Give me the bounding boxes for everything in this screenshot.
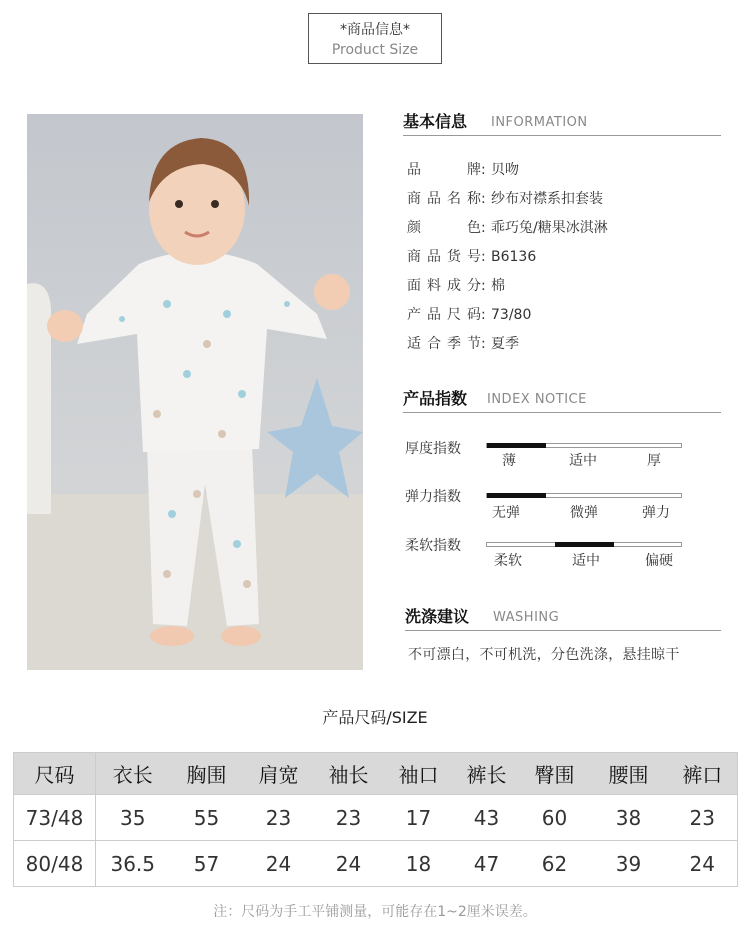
section-title-box	[308, 13, 442, 64]
info-row-color	[407, 219, 608, 237]
elasticity-bar	[486, 493, 682, 498]
table-cell: 62	[520, 841, 590, 887]
elasticity-level-fill	[487, 493, 546, 498]
info-value: 夏季	[491, 336, 519, 352]
thickness-level-fill	[487, 443, 546, 448]
info-row-sku	[407, 248, 536, 266]
product-photo	[27, 114, 363, 670]
info-colon: :	[481, 220, 486, 236]
table-cell: 18	[384, 841, 454, 887]
header-cell: 袖长	[314, 753, 384, 795]
thickness-tick-2: 适中	[569, 453, 597, 469]
table-cell: 23	[244, 795, 314, 841]
info-colon: :	[481, 162, 486, 178]
info-value: 棉	[491, 278, 505, 294]
table-cell: 36.5	[96, 841, 170, 887]
info-row-material	[407, 277, 505, 295]
table-cell: 23	[668, 795, 738, 841]
info-value: B6136	[491, 249, 537, 265]
section-title-en: Product Size	[331, 42, 419, 58]
info-label: 适合季节	[407, 336, 481, 352]
measurement-note: 注：尺码为手工平铺测量，可能存在1~2厘米误差。	[213, 904, 537, 920]
index-heading	[403, 389, 721, 413]
table-cell: 24	[244, 841, 314, 887]
info-colon: :	[481, 307, 486, 323]
info-colon: :	[481, 191, 486, 207]
header-cell: 肩宽	[244, 753, 314, 795]
header-cell: 裤口	[668, 753, 738, 795]
softness-tick-3: 偏硬	[645, 553, 673, 569]
basic-info-title: 基本信息	[403, 112, 468, 131]
info-row-season	[407, 335, 519, 353]
thickness-label: 厚度指数	[405, 441, 461, 457]
table-cell: 24	[314, 841, 384, 887]
washing-heading	[405, 607, 721, 631]
info-label: 品牌	[407, 162, 481, 178]
softness-bar	[486, 542, 682, 547]
table-cell: 17	[384, 795, 454, 841]
info-label: 产品尺码	[407, 307, 481, 323]
header-cell: 臀围	[520, 753, 590, 795]
info-label: 颜色	[407, 220, 481, 236]
elasticity-label: 弹力指数	[405, 489, 461, 505]
table-cell: 38	[590, 795, 668, 841]
info-value: 73/80	[491, 307, 532, 323]
elasticity-tick-1: 无弹	[492, 505, 520, 521]
info-label: 商品货号	[407, 249, 481, 265]
basic-info-divider	[403, 135, 721, 136]
table-row	[14, 841, 738, 887]
header-cell: 尺码	[14, 753, 96, 795]
table-cell: 47	[454, 841, 520, 887]
index-title: 产品指数	[403, 389, 468, 408]
washing-title: 洗涤建议	[405, 607, 470, 626]
info-label: 面料成分	[407, 278, 481, 294]
table-cell: 60	[520, 795, 590, 841]
elasticity-tick-2: 微弹	[570, 505, 598, 521]
elasticity-tick-3: 弹力	[642, 505, 670, 521]
table-row	[14, 795, 738, 841]
washing-subtitle: WASHING	[493, 610, 560, 625]
info-row-brand	[407, 161, 519, 179]
washing-instructions: 不可漂白，不可机洗，分色洗涤，悬挂晾干	[408, 647, 680, 663]
table-cell: 57	[170, 841, 244, 887]
index-divider	[403, 412, 721, 413]
softness-tick-2: 适中	[572, 553, 600, 569]
table-cell: 23	[314, 795, 384, 841]
section-title-cn: *商品信息*	[340, 22, 410, 38]
header-cell: 袖口	[384, 753, 454, 795]
softness-label: 柔软指数	[405, 538, 461, 554]
table-cell: 73/48	[14, 795, 96, 841]
header-cell: 衣长	[96, 753, 170, 795]
info-colon: :	[481, 278, 486, 294]
info-label: 商品名称	[407, 191, 481, 207]
washing-divider	[405, 630, 721, 631]
header-cell: 腰围	[590, 753, 668, 795]
softness-tick-1: 柔软	[494, 553, 522, 569]
baby-model-image	[27, 114, 363, 670]
info-value: 贝吻	[491, 162, 519, 178]
table-cell: 43	[454, 795, 520, 841]
info-value: 乖巧兔/糖果冰淇淋	[491, 220, 608, 236]
size-table-header-row	[14, 753, 738, 795]
basic-info-heading	[403, 112, 721, 136]
header-cell: 胸围	[170, 753, 244, 795]
thickness-tick-3: 厚	[647, 453, 661, 469]
info-row-name	[407, 190, 603, 208]
thickness-bar	[486, 443, 682, 448]
index-subtitle: INDEX NOTICE	[487, 392, 587, 407]
table-cell: 80/48	[14, 841, 96, 887]
info-colon: :	[481, 249, 486, 265]
size-table	[13, 752, 738, 887]
thickness-tick-1: 薄	[502, 453, 516, 469]
basic-info-subtitle: INFORMATION	[491, 115, 588, 130]
header-cell: 裤长	[454, 753, 520, 795]
table-cell: 35	[96, 795, 170, 841]
info-value: 纱布对襟系扣套装	[491, 191, 603, 207]
size-table-title: 产品尺码/SIZE	[322, 708, 428, 727]
softness-level-fill	[555, 542, 614, 547]
table-cell: 24	[668, 841, 738, 887]
table-cell: 55	[170, 795, 244, 841]
table-cell: 39	[590, 841, 668, 887]
info-row-size	[407, 306, 531, 324]
info-colon: :	[481, 336, 486, 352]
